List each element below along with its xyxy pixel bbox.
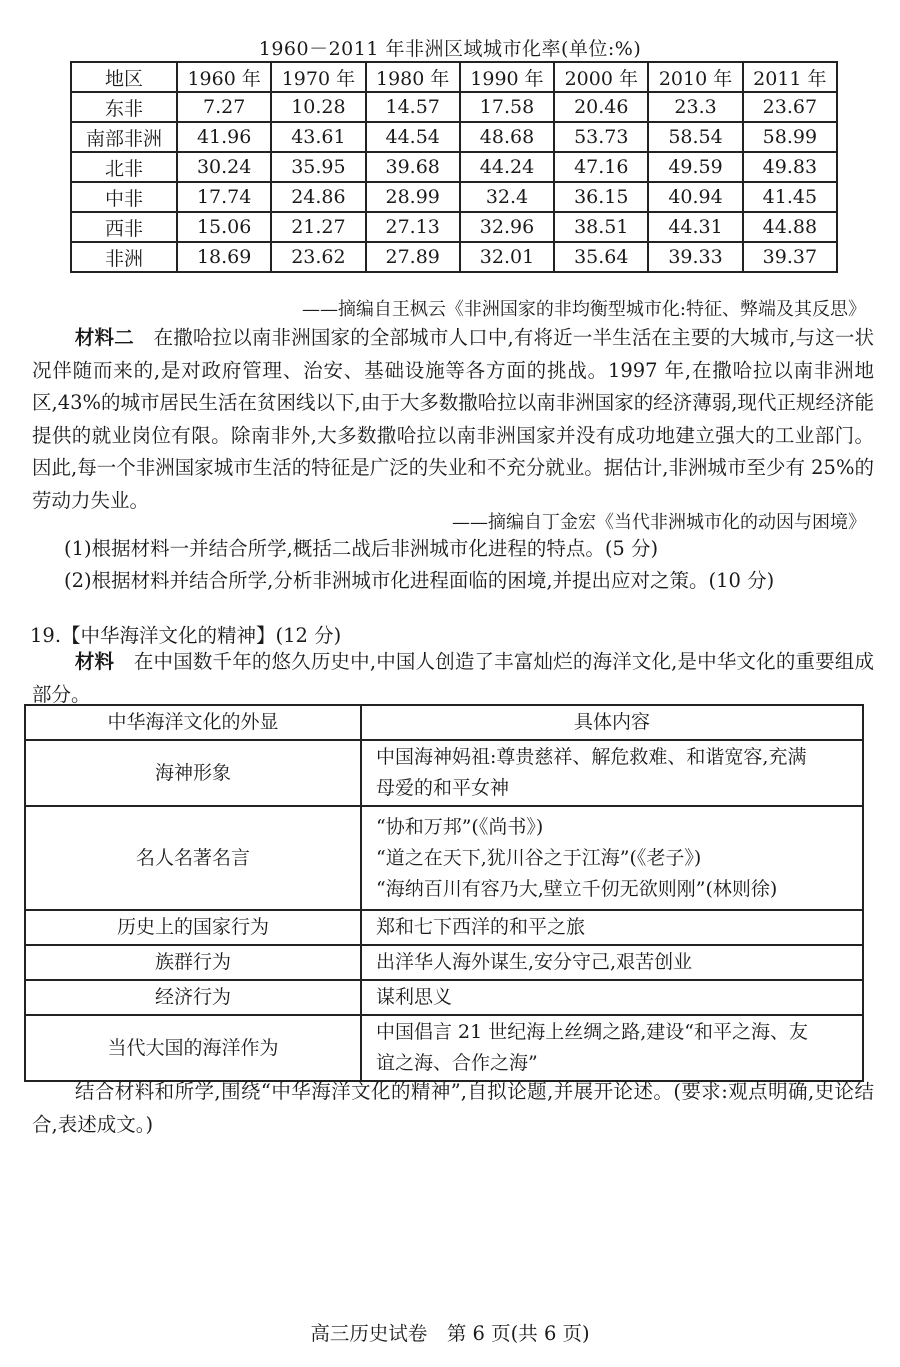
content-line: 谊之海、合作之海” — [376, 1052, 538, 1074]
content-line: 谋利思义 — [376, 986, 453, 1008]
table-row — [25, 806, 863, 910]
value-cell: 44.31 — [648, 212, 742, 242]
table1-title: 1960－2011 年非洲区域城市化率(单位:%) — [258, 38, 642, 60]
table1-source: ——摘编自王枫云《非洲国家的非均衡型城市化:特征、弊端及其反思》 — [301, 299, 866, 320]
content-cell — [361, 1015, 863, 1081]
table-header-row — [25, 705, 863, 740]
value-cell: 23.67 — [743, 92, 837, 122]
value-cell: 49.59 — [648, 152, 742, 182]
table-row — [71, 212, 837, 242]
region-cell: 北非 — [71, 152, 177, 182]
value-cell: 39.68 — [366, 152, 460, 182]
value-cell: 49.83 — [743, 152, 837, 182]
value-cell: 17.74 — [177, 182, 271, 212]
value-cell: 20.46 — [554, 92, 648, 122]
value-cell: 27.13 — [366, 212, 460, 242]
category-cell: 族群行为 — [25, 945, 361, 980]
table-row — [71, 152, 837, 182]
content-line: 中国倡言 21 世纪海上丝绸之路,建设“和平之海、友 — [376, 1021, 809, 1043]
value-cell: 44.24 — [460, 152, 554, 182]
content-line: 郑和七下西洋的和平之旅 — [376, 916, 586, 938]
table-row — [25, 740, 863, 806]
table-row — [71, 92, 837, 122]
material2-text: 在撒哈拉以南非洲国家的全部城市人口中,有将近一半生活在主要的大城市,与这一状况伴随而来的,是对政府管理、治安、基础设施等各方面的挑战。1997 年,在撒哈拉以南非洲地区,43%的城市居民生活在贫困线以下,由于大多数撒哈拉以南非洲国家的经济薄弱,现代正规经济能提供的就业岗位有限。除南非外,大多数撒哈拉以南非洲国家并没有成功地建立强大的工业部门。因此,每一个非洲国家城市生活的特征是广泛的失业和不充分就业。据估计,非洲城市至少有 25%的劳动力失业。 — [32, 326, 874, 512]
value-cell: 32.01 — [460, 242, 554, 272]
q19-task: 结合材料和所学,围绕“中华海洋文化的精神”,自拟论题,并展开论述。(要求:观点明确,史论结合,表述成文。) — [32, 1080, 874, 1136]
content-cell — [361, 980, 863, 1015]
value-cell: 39.37 — [743, 242, 837, 272]
header-cell: 1970 年 — [271, 62, 365, 92]
table-row — [25, 1015, 863, 1081]
urbanization-table — [70, 61, 838, 273]
value-cell: 41.45 — [743, 182, 837, 212]
header-cell: 2010 年 — [648, 62, 742, 92]
table-row — [25, 945, 863, 980]
material2-source: ——摘编自丁金宏《当代非洲城市化的动因与困境》 — [452, 512, 866, 533]
category-cell: 名人名著名言 — [25, 806, 361, 910]
header-cell: 具体内容 — [361, 705, 863, 740]
region-cell: 南部非洲 — [71, 122, 177, 152]
value-cell: 10.28 — [271, 92, 365, 122]
header-cell: 2011 年 — [743, 62, 837, 92]
value-cell: 32.96 — [460, 212, 554, 242]
value-cell: 21.27 — [271, 212, 365, 242]
q19-material-text: 在中国数千年的悠久历史中,中国人创造了丰富灿烂的海洋文化,是中华文化的重要组成部分。 — [32, 650, 874, 706]
value-cell: 47.16 — [554, 152, 648, 182]
category-cell: 当代大国的海洋作为 — [25, 1015, 361, 1081]
value-cell: 38.51 — [554, 212, 648, 242]
header-cell: 1990 年 — [460, 62, 554, 92]
material2-paragraph — [32, 322, 874, 517]
value-cell: 43.61 — [271, 122, 365, 152]
value-cell: 53.73 — [554, 122, 648, 152]
content-line: “道之在天下,犹川谷之于江海”(《老子》) — [376, 846, 702, 869]
table-row — [25, 980, 863, 1015]
content-line: “海纳百川有容乃大,壁立千仞无欲则刚”(林则徐) — [376, 877, 778, 900]
value-cell: 35.95 — [271, 152, 365, 182]
value-cell: 17.58 — [460, 92, 554, 122]
page-footer: 高三历史试卷 第 6 页(共 6 页) — [310, 1322, 590, 1345]
table-row — [71, 242, 837, 272]
content-cell — [361, 945, 863, 980]
q19-material-paragraph — [32, 646, 874, 711]
value-cell: 27.89 — [366, 242, 460, 272]
question-19-heading: 19.【中华海洋文化的精神】(12 分) — [30, 624, 342, 647]
header-cell: 1980 年 — [366, 62, 460, 92]
material2-label: 材料二 — [74, 326, 134, 349]
value-cell: 32.4 — [460, 182, 554, 212]
table-row — [25, 910, 863, 945]
value-cell: 14.57 — [366, 92, 460, 122]
value-cell: 41.96 — [177, 122, 271, 152]
question-2: (2)根据材料并结合所学,分析非洲城市化进程面临的困境,并提出应对之策。(10 分) — [64, 569, 775, 592]
region-cell: 东非 — [71, 92, 177, 122]
content-line: 中国海神妈祖:尊贵慈祥、解危救难、和谐宽容,充满 — [376, 746, 807, 768]
header-cell: 中华海洋文化的外显 — [25, 705, 361, 740]
header-cell: 地区 — [71, 62, 177, 92]
question-1: (1)根据材料一并结合所学,概括二战后非洲城市化进程的特点。(5 分) — [64, 537, 659, 560]
value-cell: 36.15 — [554, 182, 648, 212]
value-cell: 23.3 — [648, 92, 742, 122]
region-cell: 中非 — [71, 182, 177, 212]
region-cell: 西非 — [71, 212, 177, 242]
header-cell: 1960 年 — [177, 62, 271, 92]
value-cell: 40.94 — [648, 182, 742, 212]
value-cell: 18.69 — [177, 242, 271, 272]
value-cell: 28.99 — [366, 182, 460, 212]
content-line: “协和万邦”(《尚书》) — [376, 815, 544, 838]
value-cell: 58.99 — [743, 122, 837, 152]
category-cell: 经济行为 — [25, 980, 361, 1015]
value-cell: 23.62 — [271, 242, 365, 272]
content-cell — [361, 806, 863, 910]
table-row — [71, 122, 837, 152]
value-cell: 58.54 — [648, 122, 742, 152]
value-cell: 7.27 — [177, 92, 271, 122]
value-cell: 44.88 — [743, 212, 837, 242]
maritime-culture-table — [24, 704, 864, 1082]
value-cell: 39.33 — [648, 242, 742, 272]
value-cell: 15.06 — [177, 212, 271, 242]
value-cell: 44.54 — [366, 122, 460, 152]
content-line: 出洋华人海外谋生,安分守己,艰苦创业 — [376, 951, 693, 973]
header-cell: 2000 年 — [554, 62, 648, 92]
content-cell — [361, 910, 863, 945]
q19-material-label: 材料 — [74, 650, 115, 673]
table-row — [71, 182, 837, 212]
value-cell: 24.86 — [271, 182, 365, 212]
category-cell: 历史上的国家行为 — [25, 910, 361, 945]
value-cell: 48.68 — [460, 122, 554, 152]
table-header-row — [71, 62, 837, 92]
category-cell: 海神形象 — [25, 740, 361, 806]
value-cell: 30.24 — [177, 152, 271, 182]
content-cell — [361, 740, 863, 806]
content-line: 母爱的和平女神 — [376, 777, 510, 799]
value-cell: 35.64 — [554, 242, 648, 272]
region-cell: 非洲 — [71, 242, 177, 272]
